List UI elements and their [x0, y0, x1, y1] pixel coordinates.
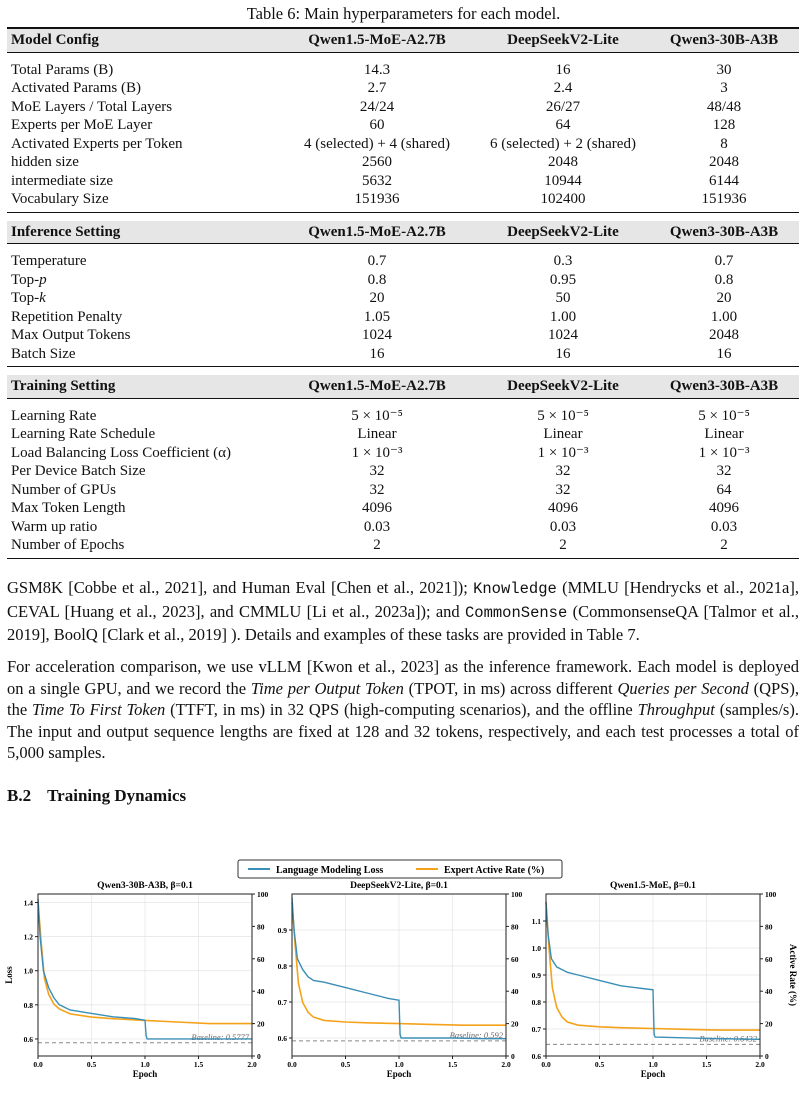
row-value: 16: [716, 345, 732, 362]
x-tick-label: 0.5: [86, 1060, 97, 1069]
baseline-label: Baseline: 0.6432: [699, 1033, 757, 1044]
row-label: Max Token Length: [11, 500, 126, 516]
row-label: hidden size: [11, 154, 79, 170]
section-title-cell: Training Setting: [7, 375, 277, 398]
row-value: 32: [369, 463, 385, 479]
row-value: 20: [716, 290, 732, 306]
table-row: [7, 271, 799, 290]
x-tick-label: 1.5: [701, 1060, 712, 1069]
right-y-tick-label: 80: [511, 922, 519, 932]
chart-panel: [278, 881, 523, 1079]
x-tick-label: 0.5: [594, 1060, 605, 1069]
table-row: [7, 289, 799, 308]
y-tick-label: 1.0: [23, 966, 33, 976]
right-y-tick-label: 100: [257, 890, 269, 899]
row-label: Vocabulary Size: [11, 191, 109, 207]
column-header: DeepSeekV2-Lite: [477, 28, 649, 52]
row-value: 1 × 10⁻³: [698, 444, 750, 461]
row-label: intermediate size: [11, 172, 114, 189]
row-value: 1.05: [363, 308, 391, 325]
math-symbol: p: [39, 271, 47, 288]
table-section-header: [7, 221, 799, 244]
x-tick-label: 2.0: [247, 1060, 257, 1069]
table-row: [7, 518, 799, 537]
table-row: [7, 79, 799, 98]
table-row: [7, 345, 799, 364]
row-value: 5632: [362, 172, 392, 189]
x-tick-label: 0.5: [340, 1060, 351, 1069]
column-header: Qwen3-30B-A3B: [649, 375, 799, 398]
row-value: 1.00: [710, 308, 738, 325]
right-y-tick-label: 80: [765, 922, 773, 932]
row-value: 6144: [709, 172, 739, 189]
column-header: Qwen1.5-MoE-A2.7B: [277, 375, 477, 398]
chart-panel: [532, 881, 798, 1079]
section-title: Training Dynamics: [47, 786, 187, 805]
right-y-tick-label: 0: [257, 1052, 261, 1061]
table-section-header: [7, 375, 799, 398]
x-tick-label: 1.0: [394, 1060, 404, 1069]
row-value: 0.7: [714, 253, 734, 269]
row-value: 50: [555, 290, 571, 306]
row-label: Batch Size: [11, 345, 76, 362]
row-value: 0.03: [363, 518, 391, 535]
paragraph-benchmarks: [7, 577, 799, 646]
table-row: [7, 536, 799, 555]
para-text: For acceleration comparison, we use vLLM [Kwon et al., 2023] as the inference framework. Each model is deployed on a single GPU, and we record the: [7, 657, 799, 698]
row-gap: [7, 398, 799, 407]
column-header: DeepSeekV2-Lite: [477, 375, 649, 398]
table-row: [7, 116, 799, 135]
table-row: [7, 308, 799, 327]
legend-loss-label: Language Modeling Loss: [276, 865, 384, 876]
row-value: 2: [559, 537, 567, 553]
row-value: 6 (selected) + 2 (shared): [490, 135, 636, 152]
gap-cell: [7, 398, 799, 407]
row-value: 2: [720, 537, 728, 553]
row-value: 0.8: [714, 271, 734, 288]
table-row: [7, 190, 799, 209]
row-value: 20: [369, 290, 385, 306]
table-caption: Table 6: Main hyperparameters for each model.: [246, 4, 561, 23]
row-value: 4096: [362, 500, 392, 516]
row-value: 32: [716, 463, 732, 479]
table-row: [7, 425, 799, 444]
row-label: Warm up ratio: [11, 518, 98, 535]
row-value: 2560: [362, 154, 392, 170]
x-tick-label: 2.0: [501, 1060, 511, 1069]
row-value: 2.4: [553, 80, 573, 96]
row-label: Load Balancing Loss Coefficient (α): [11, 444, 232, 461]
row-value: 1 × 10⁻³: [351, 444, 403, 461]
row-value: 32: [555, 481, 571, 498]
task-name-commonsense: CommonSense: [464, 603, 568, 622]
y-tick-label: 0.8: [23, 1000, 33, 1010]
table-row: [7, 444, 799, 463]
y-tick-label: 0.9: [277, 926, 287, 935]
gap-cell: [7, 367, 799, 376]
math-symbol: k: [39, 290, 46, 306]
para-italic: Time per Output Token: [250, 678, 404, 698]
x-tick-label: 0.0: [33, 1060, 43, 1069]
row-value: 16: [369, 345, 385, 362]
y-tick-label: 0.6: [23, 1034, 33, 1044]
y-tick-label: 1.1: [531, 917, 541, 926]
x-tick-label: 0.0: [541, 1060, 551, 1069]
row-value: 5 × 10⁻⁵: [537, 407, 589, 424]
x-axis-label: Epoch: [640, 1069, 666, 1079]
y-tick-label: 0.7: [277, 998, 287, 1007]
para-text: (samples/s). The input and output sequence lengths are fixed at 128 and 32 tokens, respectively, and each test processes a total of 5,000 samples.: [7, 700, 799, 762]
gap-cell: [7, 52, 799, 61]
table-row: [7, 326, 799, 345]
row-value: Linear: [543, 426, 583, 442]
x-axis-label: Epoch: [386, 1069, 412, 1079]
column-header: Qwen3-30B-A3B: [649, 221, 799, 244]
row-value: 0.03: [710, 518, 738, 535]
y-tick-label: 1.0: [531, 944, 541, 953]
baseline-label: Baseline: 0.5777: [191, 1031, 249, 1042]
row-label: Per Device Batch Size: [11, 463, 146, 479]
table-section-header: [7, 28, 799, 52]
right-y-axis-label: Active Rate (%): [788, 944, 798, 1006]
legend-rate-label: Expert Active Rate (%): [444, 865, 545, 876]
table-row: [7, 172, 799, 191]
row-value: 0.3: [553, 253, 573, 269]
x-tick-label: 0.0: [287, 1060, 297, 1069]
chart-panel: [4, 881, 269, 1079]
column-header: Qwen3-30B-A3B: [649, 28, 799, 52]
row-gap: [7, 244, 799, 253]
row-label: Repetition Penalty: [11, 308, 123, 325]
table-body: [7, 28, 799, 558]
table-row: [7, 98, 799, 117]
row-value: 32: [369, 481, 385, 498]
row-value: 102400: [540, 191, 586, 207]
section-number: B.2: [7, 786, 32, 805]
table-row: [7, 462, 799, 481]
right-y-tick-label: 0: [511, 1052, 515, 1061]
row-value: 3: [720, 80, 728, 96]
row-value: 1024: [362, 327, 392, 343]
row-value: 0.7: [367, 253, 387, 269]
row-value: 0.95: [549, 271, 577, 288]
right-y-tick-label: 0: [765, 1052, 769, 1061]
section-title-cell: Model Config: [7, 28, 277, 52]
table-row: [7, 153, 799, 172]
right-y-tick-label: 80: [257, 922, 265, 932]
gap-cell: [7, 212, 799, 221]
right-y-tick-label: 100: [511, 890, 523, 899]
row-value: 48/48: [706, 98, 742, 115]
para-text: GSM8K [Cobbe et al., 2021], and Human Eval [Chen et al., 2021]);: [7, 578, 474, 597]
row-value: 2: [373, 537, 381, 553]
right-y-tick-label: 60: [511, 954, 519, 964]
table-bottom-rule: [7, 555, 799, 559]
row-gap: [7, 367, 799, 376]
row-value: 0.03: [549, 518, 577, 535]
right-y-tick-label: 100: [765, 890, 777, 899]
para-text: (CommonsenseQA [Talmor et al., 2019], BoolQ [Clark et al., 2019] ). Details and examples of these tasks are provided in Table 7.: [7, 601, 799, 644]
row-label: Top-p: [11, 271, 47, 288]
row-value: 2.7: [367, 80, 387, 96]
row-label: Activated Experts per Token: [11, 135, 183, 152]
left-y-axis-label: Loss: [4, 966, 14, 984]
hyperparameter-table: [7, 27, 799, 559]
row-value: 151936: [354, 191, 400, 207]
y-tick-label: 1.2: [23, 932, 33, 942]
row-label: Number of Epochs: [11, 537, 125, 553]
row-gap: [7, 52, 799, 61]
y-tick-label: 0.6: [277, 1034, 287, 1043]
y-tick-label: 0.9: [531, 971, 541, 980]
x-tick-label: 2.0: [755, 1060, 765, 1069]
x-tick-label: 1.0: [648, 1060, 658, 1069]
table-row: [7, 61, 799, 80]
row-value: Linear: [704, 426, 744, 442]
row-value: 2048: [709, 154, 739, 170]
row-label: Max Output Tokens: [11, 327, 131, 343]
column-header: DeepSeekV2-Lite: [477, 221, 649, 244]
table-row: [7, 135, 799, 154]
y-tick-label: 0.6: [531, 1052, 541, 1061]
section-heading: [7, 786, 186, 806]
baseline-label: Baseline: 0.592: [449, 1029, 503, 1040]
row-value: 14.3: [363, 61, 391, 78]
panel-title: Qwen3-30B-A3B, β=0.1: [97, 881, 193, 891]
section-title-cell: Inference Setting: [7, 221, 277, 244]
row-label: Number of GPUs: [11, 481, 116, 498]
para-italic: Time To First Token: [31, 700, 166, 719]
row-value: 2048: [548, 154, 578, 170]
row-label: Temperature: [11, 253, 87, 269]
row-value: 64: [716, 481, 732, 498]
row-label: MoE Layers / Total Layers: [11, 98, 173, 115]
x-tick-label: 1.5: [447, 1060, 458, 1069]
row-value: 30: [716, 61, 732, 78]
para-italic: Queries per Second: [617, 678, 749, 698]
row-value: 60: [369, 117, 385, 133]
table-row: [7, 407, 799, 426]
panel-title: Qwen1.5-MoE, β=0.1: [610, 881, 696, 891]
para-text: (QPS), the: [7, 678, 800, 719]
chart-legend: [238, 860, 562, 878]
row-value: 26/27: [545, 98, 581, 115]
row-label: Experts per MoE Layer: [11, 117, 153, 133]
y-tick-label: 0.7: [531, 1025, 541, 1034]
right-y-tick-label: 60: [257, 954, 265, 964]
row-gap: [7, 212, 799, 221]
training-dynamics-figure: [0, 858, 807, 1082]
column-header: Qwen1.5-MoE-A2.7B: [277, 28, 477, 52]
row-value: 16: [555, 345, 571, 362]
y-tick-label: 0.8: [277, 962, 287, 971]
row-value: 4 (selected) + 4 (shared): [304, 135, 450, 152]
row-value: 4096: [548, 500, 578, 516]
gap-cell: [7, 244, 799, 253]
right-y-tick-label: 40: [765, 987, 773, 997]
row-value: 5 × 10⁻⁵: [351, 407, 403, 424]
right-y-tick-label: 60: [765, 954, 773, 964]
panel-title: DeepSeekV2-Lite, β=0.1: [350, 881, 448, 891]
row-value: 1024: [548, 327, 578, 343]
right-y-tick-label: 20: [257, 1019, 265, 1029]
row-value: Linear: [357, 426, 397, 442]
table-row: [7, 499, 799, 518]
para-text: (MMLU [Hendrycks et al., 2021a], CEVAL [Huang et al., 2023], and CMMLU [Li et al., 2023a]); and: [7, 578, 799, 621]
column-header: Qwen1.5-MoE-A2.7B: [277, 221, 477, 244]
right-y-tick-label: 40: [511, 987, 519, 997]
row-value: 128: [712, 117, 736, 133]
row-label: Total Params (B): [11, 61, 114, 78]
right-y-tick-label: 20: [765, 1019, 773, 1029]
x-tick-label: 1.0: [140, 1060, 150, 1069]
para-text: (TTFT, in ms) in 32 QPS (high-computing scenarios), and the offline: [165, 700, 638, 719]
row-label: Learning Rate Schedule: [11, 426, 156, 442]
row-value: 1 × 10⁻³: [537, 444, 589, 461]
right-y-tick-label: 40: [257, 987, 265, 997]
row-value: 32: [555, 463, 571, 479]
row-value: 1.00: [549, 308, 577, 325]
task-name-knowledge: Knowledge: [473, 580, 557, 598]
row-value: 5 × 10⁻⁵: [698, 407, 750, 424]
row-value: 64: [555, 117, 571, 133]
right-y-tick-label: 20: [511, 1019, 519, 1029]
rule-cell: [7, 555, 799, 559]
row-label: Activated Params (B): [11, 80, 141, 96]
row-value: 2048: [709, 327, 739, 343]
row-value: 151936: [701, 191, 747, 207]
table-row: [7, 252, 799, 271]
para-italic: Throughput: [637, 700, 715, 719]
table-row: [7, 481, 799, 500]
row-value: 24/24: [359, 98, 395, 115]
row-label: Learning Rate: [11, 407, 97, 424]
x-axis-label: Epoch: [132, 1069, 158, 1079]
y-tick-label: 1.4: [23, 898, 33, 908]
row-value: 8: [720, 135, 728, 152]
row-label: Top-k: [11, 290, 46, 306]
paragraph-acceleration: [7, 656, 799, 764]
row-value: 10944: [544, 172, 582, 189]
x-tick-label: 1.5: [193, 1060, 204, 1069]
y-tick-label: 0.8: [531, 998, 541, 1007]
para-text: (TPOT, in ms) across different: [403, 678, 618, 698]
row-value: 0.8: [367, 271, 387, 288]
row-value: 16: [555, 61, 571, 78]
row-value: 4096: [709, 500, 739, 516]
